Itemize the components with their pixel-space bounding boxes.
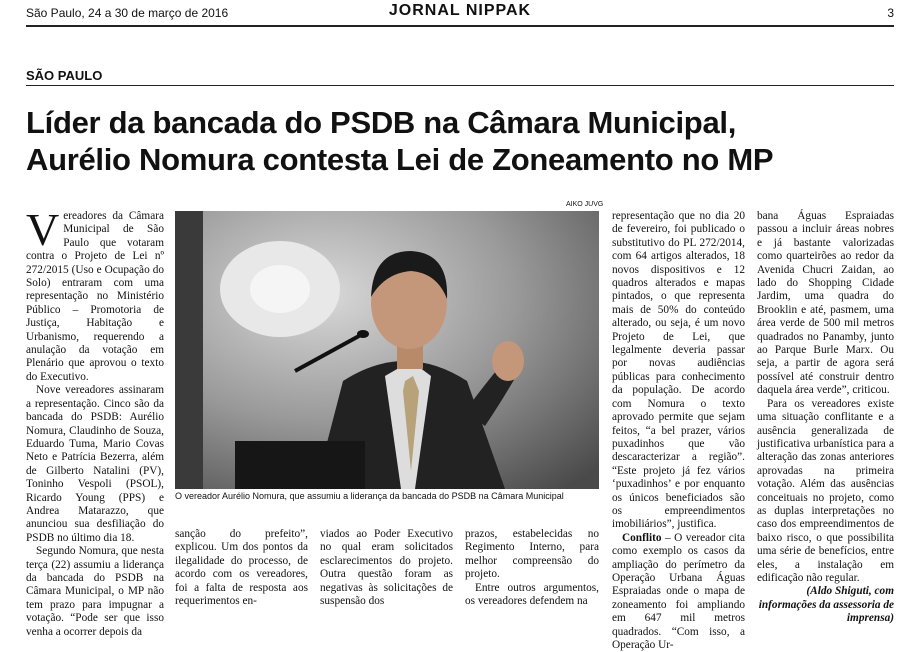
article-column-3	[320, 528, 453, 608]
masthead-rule	[26, 25, 894, 27]
paragraph: prazos, estabelecidas no Regimento Interno, para melhor compreensão do projeto.	[465, 528, 599, 581]
newspaper-name: JORNAL NIPPAK	[388, 2, 532, 19]
section-label: SÃO PAULO	[26, 68, 103, 83]
paragraph: Conflito – O vereador cita como exemplo os casos da ampliação do perímetro da Operação Urbana Águas Espraiadas onde o mapa de zoneamento foi ampliando em 647 mil metros quadrados. “Com isso, a Operação Ur-	[612, 531, 745, 651]
article-column-1	[26, 204, 164, 639]
paragraph: viados ao Poder Executivo no qual eram solicitados esclarecimentos do projeto. Outra questão foram as negativas às solicitações de suspensão dos	[320, 528, 453, 608]
paragraph: Para os vereadores existe uma situação conflitante e a ausência generalizada de justificativa urbanística para a alteração das zonas anteriores aprovadas na primeira votação. Além das ausências conceituais no projeto, como as duplas interpretações no caso dos empreendimentos de baixo risco, o que possibilita uma série de benefícios, entre eles, a instalação em edificação não regular.	[757, 397, 894, 584]
paragraph: Entre outros argumentos, os vereadores defendem na	[465, 581, 599, 608]
photo-illustration	[175, 211, 599, 489]
drop-cap: V	[26, 204, 60, 255]
article-column-4	[465, 528, 599, 608]
paragraph: representação que no dia 20 de fevereiro, foi publicado o substitutivo do PL 272/2014, com 64 artigos alterados, 18 novos dispositivos e 12 quadros alterados e mapas pintados, o que representa mais de 50% do conteúdo alterado, ou seja, é um novo Projeto de Lei, que legalmente deveria passar por novas audiências públicas para conhecimento da população. De acordo com Nomura o texto aprovado permite que sejam feitos, “a bel prazer, vários puxadinhos que vão descaracterizar a região”. “Este projeto já fez vários ‘puxadinhos’ e por enquanto os únicos beneficiados são os empreendimentos imobiliários”, justifica.	[612, 210, 745, 531]
photo-credit: AIKO JUVG	[566, 201, 604, 208]
article-column-5	[612, 210, 745, 652]
paragraph: Vereadores da Câmara Municipal de São Paulo que votaram contra o Projeto de Lei nº 272/2015 (Uso e Ocupação do Solo) entraram com uma representação no Ministério Público – Promotoria de Justiça, Habitação e Urbanismo, requerendo a anulação da votação em Plenário que aprovou o texto do Executivo.	[26, 204, 164, 383]
article-column-6	[757, 210, 894, 626]
section-rule	[26, 85, 894, 86]
article-column-2	[175, 528, 308, 608]
headline-line-2: Aurélio Nomura contesta Lei de Zoneamento no MP	[26, 142, 774, 177]
paragraph: Nove vereadores assinaram a representação. Cinco são da bancada do PSDB: Aurélio Nomura, Claudinho de Souza, Eduardo Tuma, Mario Covas Neto e Patrícia Bezerra, além de Gilberto Natalini (PV), Toninho Vespoli (PSOL), Ricardo Young (PPS) e Andrea Matarazzo, que anunciou sua desfiliação do PSDB no último dia 18.	[26, 384, 164, 544]
headline-line-1: Líder da bancada do PSDB na Câmara Municipal,	[26, 105, 737, 140]
issue-date: São Paulo, 24 a 30 de março de 2016	[26, 6, 229, 20]
subheading-conflito: Conflito	[622, 531, 662, 544]
paragraph: bana Águas Espraiadas passou a incluir áreas nobres e já bastante valorizadas como quarteirões ao redor da Avenida Chucri Zaidan, ao lado do Shopping Cidade Jardim, uma quadra do Brooklin e até, pasmem, uma área verde de 500 mil metros quadrados no Panamby, junto ao Parque Burle Marx. Ou seja, a partir de agora será possível até construir dentro daquela área verde”, criticou.	[757, 210, 894, 397]
paragraph: Segundo Nomura, que nesta terça (22) assumiu a liderança da bancada do PSDB na Câmara Municipal, o MP não tem prazo para impugnar a votação. “Pode ser que isso venha a ocorrer depois da	[26, 545, 164, 638]
masthead	[26, 2, 894, 24]
photo-caption: O vereador Aurélio Nomura, que assumiu a liderança da bancada do PSDB na Câmara Municipal	[175, 491, 564, 501]
headline	[26, 104, 894, 178]
page-number: 3	[887, 6, 894, 20]
byline-signature: (Aldo Shiguti, com informações da assessoria de imprensa)	[758, 585, 894, 625]
paragraph: sanção do prefeito”, explicou. Um dos pontos da ilegalidade do processo, de acordo com os vereadores, foi a falta de resposta aos requerimentos en-	[175, 528, 308, 608]
article-photo	[175, 211, 599, 489]
